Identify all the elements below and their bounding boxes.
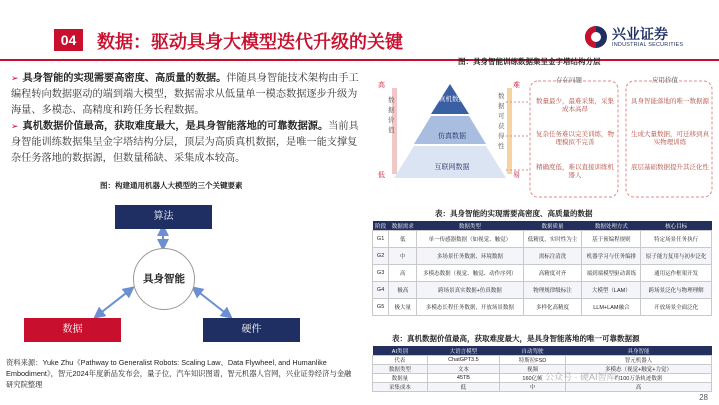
data-stage-table [372, 221, 712, 316]
table-cell: 基于预编程规则 [582, 231, 641, 248]
left-axis-label: 数据价值 [388, 97, 395, 134]
value-1: 具身智能落地的唯一数据源 [631, 98, 709, 105]
table1-header-cell: 数据质量 [523, 221, 582, 231]
table2-header-cell: 自动驾驶 [500, 346, 566, 356]
table-cell: 高 [565, 383, 711, 392]
embodied-ai-node: 具身智能 [133, 248, 195, 310]
table-cell: 中 [500, 383, 566, 392]
table-row [373, 356, 712, 365]
table-cell: 特定场景任务执行 [641, 231, 712, 248]
table-cell: 跨场景真实数据+仿真数据 [417, 282, 523, 299]
table-cell: 单一传感器数据（如视觉、触觉） [417, 231, 523, 248]
problem-1: 数量最少，最难采集，采集成本高昂 [536, 98, 614, 113]
table-cell: G1 [373, 231, 389, 248]
pyramid-level-mid: 仿真数据 [438, 133, 466, 140]
watermark: 公众号 · 硬AI智库 [545, 372, 616, 382]
table-cell: 智元机器人 [565, 356, 711, 365]
table-cell: G5 [373, 299, 389, 316]
table-cell: 采集成本 [373, 383, 428, 392]
values-header: 应用价值 [652, 77, 678, 84]
brand-name-en: INDUSTRIAL SECURITIES [612, 42, 684, 48]
table2-caption: 表：真机数据价值最高，获取难度最大，是具身智能落地的唯一可靠数据源 [392, 334, 640, 343]
value-3: 底层基础数据提升其泛化性 [631, 164, 709, 171]
table-cell: 多样化高精度 [523, 299, 582, 316]
pyramid-level-base: 互联网数据 [434, 164, 470, 171]
table-cell: 通用运作框架开发 [641, 265, 712, 282]
right-axis-label: 数据可获得性 [498, 93, 505, 150]
table1-header-cell: 核心目标 [641, 221, 712, 231]
table-cell: 特斯拉FSD [500, 356, 566, 365]
problem-3: 精确度低，难以直接训练机器人 [536, 164, 614, 179]
algorithm-box: 算法 [115, 205, 212, 229]
table-cell: 中 [389, 248, 417, 265]
table-cell: 低 [389, 231, 417, 248]
table-cell: 极大量 [389, 299, 417, 316]
table-cell: 低精度，实时性为主 [523, 231, 582, 248]
pyramid-caption: 图：具身智能训练数据集呈金字塔结构分层 [458, 57, 601, 66]
bullet-2-text: 当前具身智能训练数据集呈金字塔结构分层，顶层为高质真机数据，是唯一能支撑复杂任务落地的数据源，但数量稀缺、采集成本较高。 [11, 121, 359, 164]
table-row [373, 265, 712, 282]
table-cell: 机器学习与任务编排 [582, 248, 641, 265]
table-cell: 原子能力复用与初步泛化 [641, 248, 712, 265]
table-cell: 多模态数据（视觉、触觉、动作序列） [417, 265, 523, 282]
table-cell: 文本 [427, 365, 499, 374]
table2-header-cell: AI类别 [373, 346, 428, 356]
section-number: 04 [54, 29, 83, 51]
data-source-table [372, 346, 712, 392]
value-2: 生成大量数据，可迁移到真实物理训练 [631, 131, 709, 146]
table1-header-cell: 数据需求 [389, 221, 417, 231]
table-cell: 45TB [427, 374, 499, 383]
table-cell: 视频 [500, 365, 566, 374]
bullet-2-bold: 真机数据价值最高，获取难度最大，是具身智能落地的可靠数据源。 [22, 121, 329, 132]
table-cell: 160亿帧 [500, 374, 566, 383]
table2-header-cell: 具身智能 [565, 346, 711, 356]
brand-name: 兴业证券 [612, 26, 668, 42]
table-row [373, 365, 712, 374]
table-cell: G3 [373, 265, 389, 282]
left-axis-high: 高 [378, 82, 385, 89]
table-cell: 开放场景全面泛化 [641, 299, 712, 316]
page-number: 28 [699, 393, 708, 402]
right-axis-low: 难 [513, 82, 520, 89]
bullet-1-bold: 具身智能的实现需要高密度、高质量的数据。 [22, 73, 227, 84]
table-cell: 需标注清洗 [523, 248, 582, 265]
hardware-box: 硬件 [203, 318, 300, 342]
right-axis-high: 易 [513, 172, 520, 179]
table-cell: 约100万条轨迹数据 [565, 374, 711, 383]
table-row [373, 374, 712, 383]
problems-header: 存在问题 [556, 77, 582, 84]
left-axis-low: 低 [378, 172, 385, 179]
table-cell: 跨场景泛化与物理理解 [641, 282, 712, 299]
table-row [373, 299, 712, 316]
table-cell: G2 [373, 248, 389, 265]
table-row [373, 282, 712, 299]
table-cell: 低 [427, 383, 499, 392]
table-row [373, 248, 712, 265]
problem-2: 复杂任务难以完美训练，物理模拟不完善 [536, 131, 614, 146]
table-cell: 多模态（视觉+触觉+力觉） [565, 365, 711, 374]
left-figure-caption: 图：构建通用机器人大模型的三个关键要素 [100, 181, 243, 190]
page-title: 数据：驱动具身大模型迭代升级的关键 [97, 32, 403, 52]
table-cell: 极高 [389, 282, 417, 299]
source-note: 资料来源：Yuke Zhu《Pathway to Generalist Robots: Scaling Law、Data Flywheel, and Humanlike Embodiment》，智元2024年度新品发布会，量子位，汽车知识图谱，智元机器人官网，兴业证券经济与金融研究院整理 [6, 358, 352, 389]
table-cell: G4 [373, 282, 389, 299]
table-row [373, 383, 712, 392]
table-cell: 大模型（LAM） [582, 282, 641, 299]
bullet-arrow-icon: ➢ [11, 121, 19, 131]
table-cell: ChatGPT3.5 [427, 356, 499, 365]
table-cell: 高 [389, 265, 417, 282]
table-cell: 端到端模型驱动训练 [582, 265, 641, 282]
table1-header-cell: 数据处理方式 [582, 221, 641, 231]
table-cell: 多模态长程任务数据，开放场景数据 [417, 299, 523, 316]
table-cell: 高精度对齐 [523, 265, 582, 282]
table-cell: 多场景任务数据、环境数据 [417, 248, 523, 265]
table1-header-cell: 阶段 [373, 221, 389, 231]
pyramid-level-top: 真机数据 [439, 96, 465, 103]
bullet-arrow-icon: ➢ [11, 73, 19, 83]
table1-caption: 表：具身智能的实现需要高密度、高质量的数据 [435, 209, 593, 218]
table-cell: LLM+LAM融合 [582, 299, 641, 316]
data-box: 数据 [24, 318, 121, 342]
table-cell: 代表 [373, 356, 428, 365]
bullet-1-text: 伴随具身智能技术架构由手工编程转向数据驱动的端到端大模型，数据需求从低量单一模态数据逐步升级为海量、多模态、高精度和跨任务长程数据。 [11, 73, 359, 116]
table-cell: 物理规律级标注 [523, 282, 582, 299]
table-row [373, 231, 712, 248]
table1-header-cell: 数据类型 [417, 221, 523, 231]
table-cell: 数据量 [373, 374, 428, 383]
table2-header-cell: 大语言模型 [427, 346, 499, 356]
table-cell: 数据类型 [373, 365, 428, 374]
